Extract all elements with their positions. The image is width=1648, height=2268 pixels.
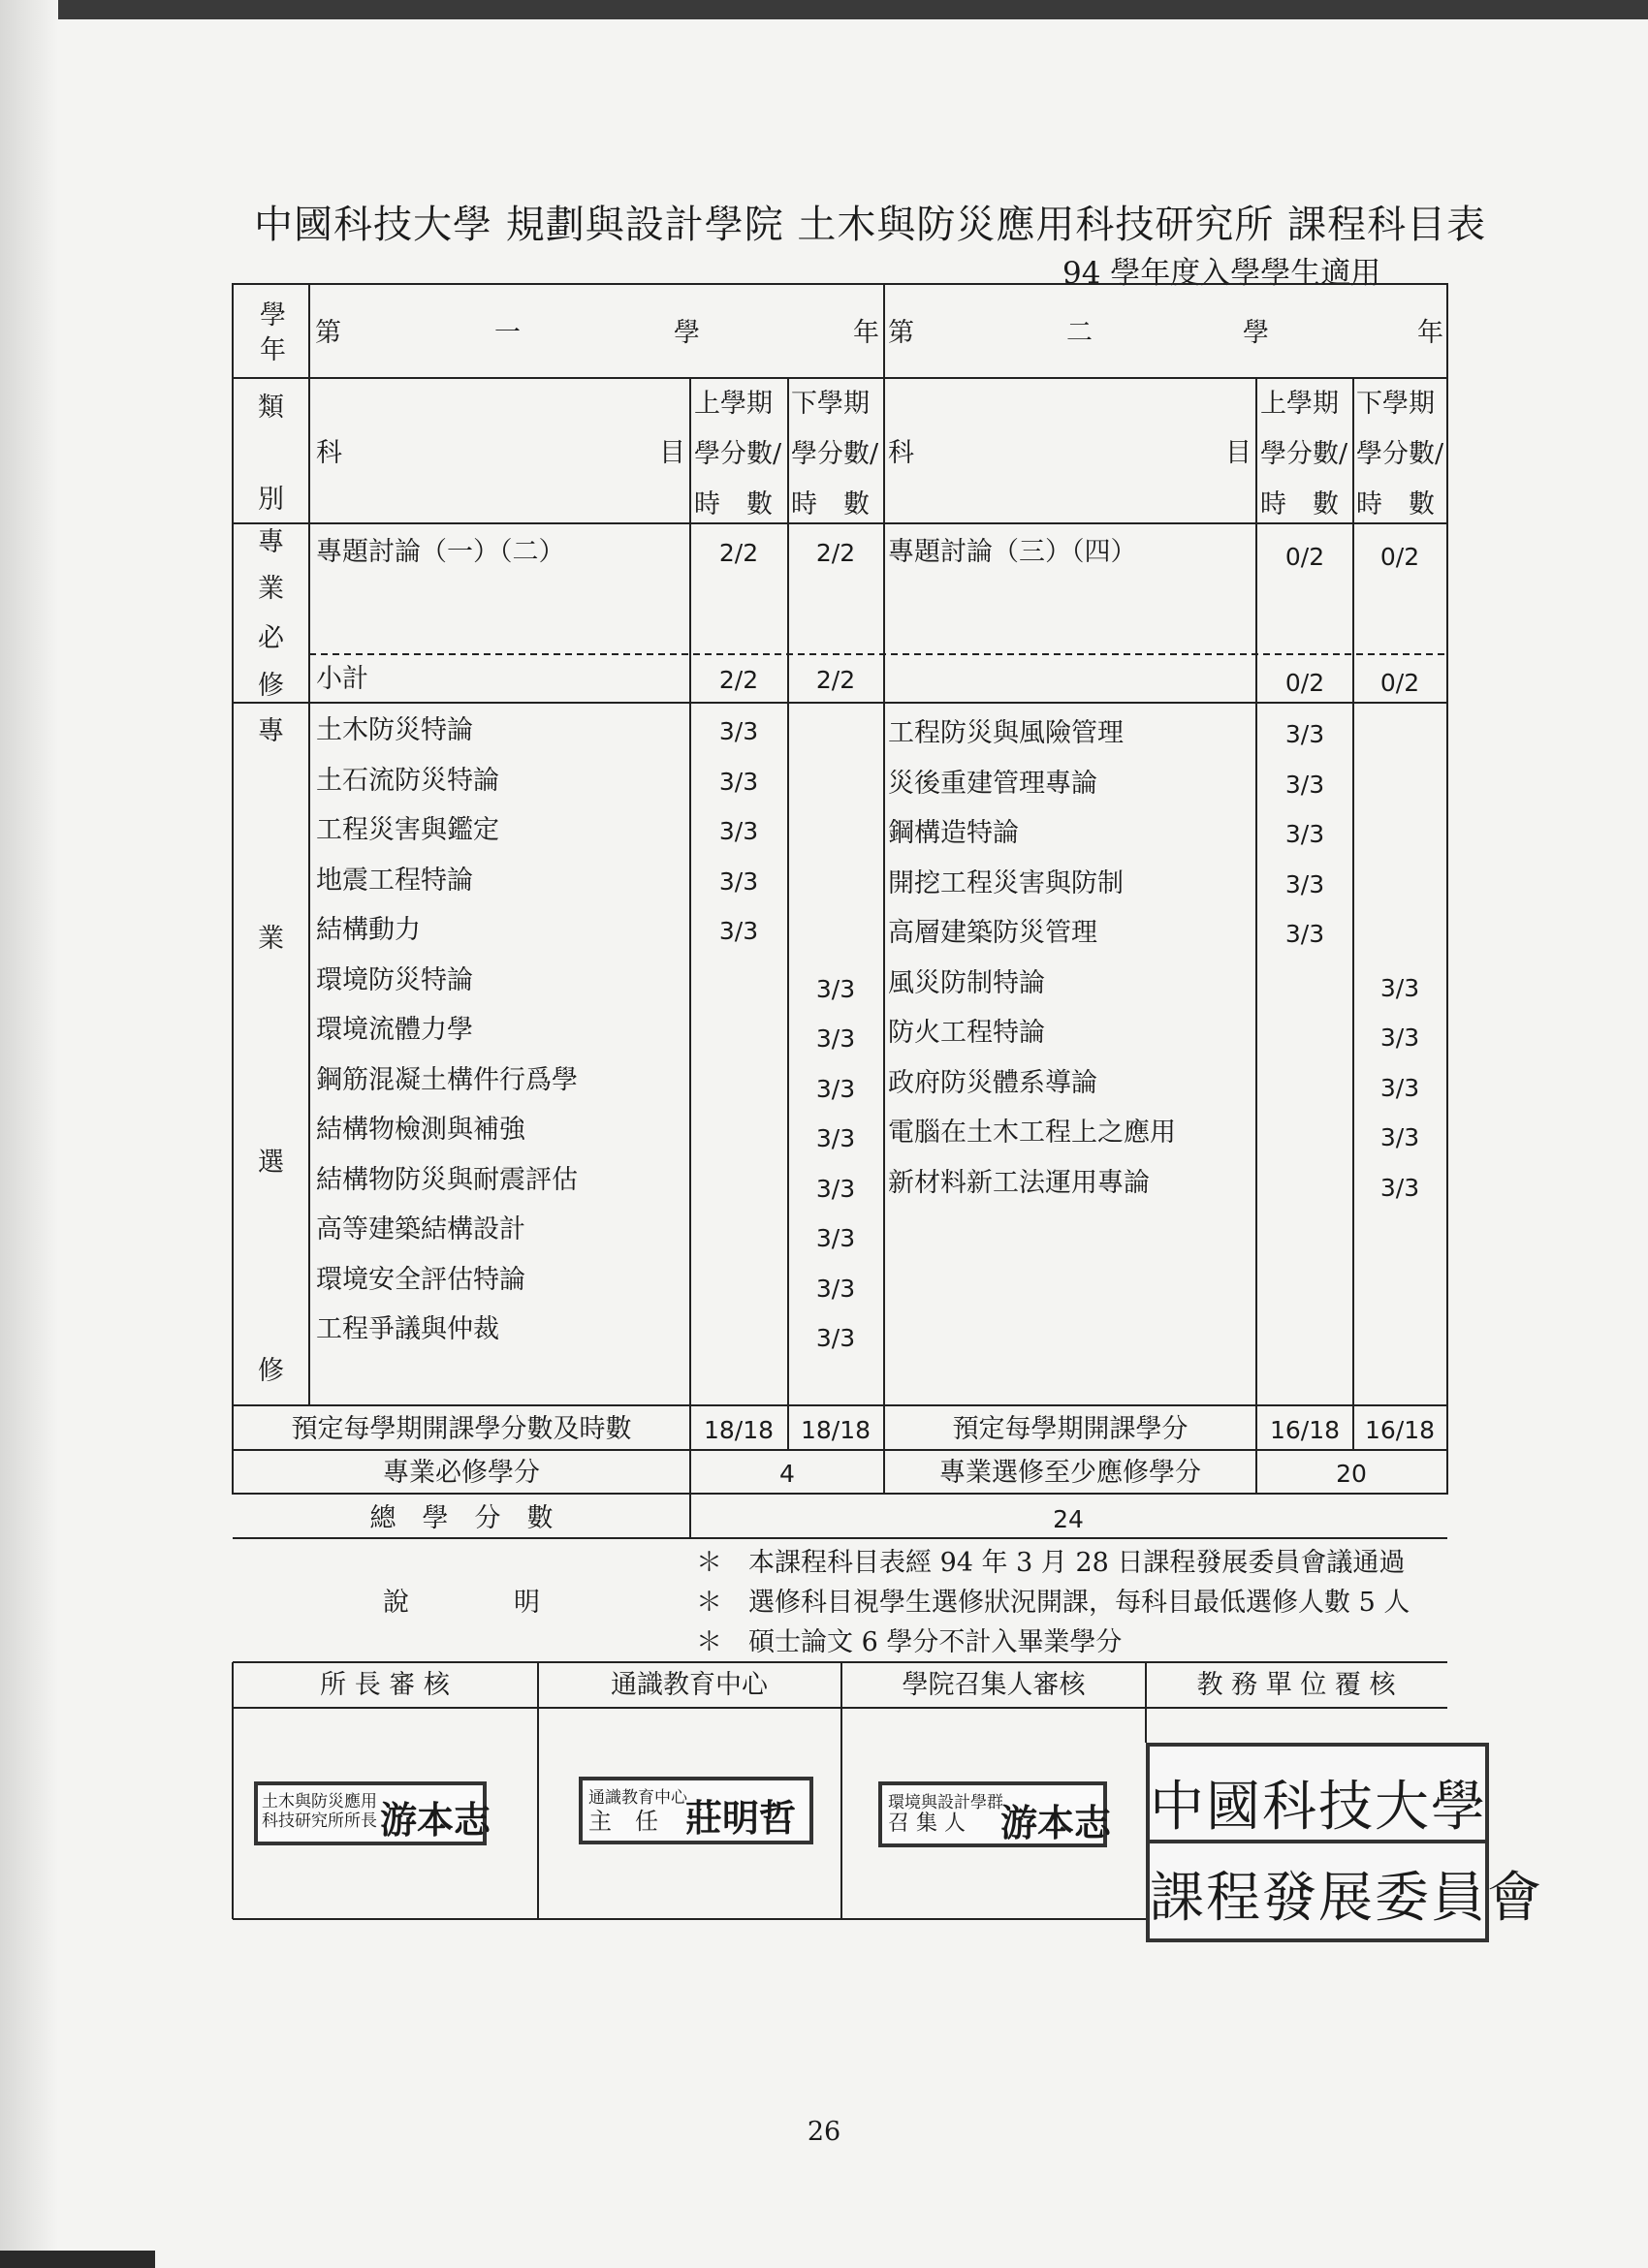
elective-y2-name: 風災防制特論 <box>888 967 1045 998</box>
elective-y1-name: 環境安全評估特論 <box>316 1264 525 1295</box>
elective-y1-name: 結構物檢測與補強 <box>316 1115 525 1145</box>
subject-label-y2-a: 科 <box>888 438 914 468</box>
required-cat-1: 專 <box>258 527 284 557</box>
required-cat-3: 必 <box>258 623 284 653</box>
year1-label-xue: 學 <box>674 318 700 348</box>
sig-header-academic: 教 務 單 位 覆 核 <box>1196 1670 1396 1700</box>
elective-y1-upper: 3/3 <box>718 767 759 796</box>
y1-lower-h3: 時 數 <box>791 489 870 520</box>
y2-lower-h3: 時 數 <box>1356 489 1435 520</box>
elective-y2-lower: 3/3 <box>1379 1123 1420 1151</box>
elective-y1-name: 土木防災特論 <box>316 715 473 745</box>
required-y1-name: 專題討論（一）（二） <box>316 537 565 567</box>
category-label-2: 別 <box>258 485 284 515</box>
total-credits-label: 總 學 分 數 <box>369 1503 554 1533</box>
elective-y1-lower: 3/3 <box>815 1124 856 1152</box>
y2-upper-h1: 上學期 <box>1260 389 1339 419</box>
page-title: 中國科技大學 規劃與設計學院 土木與防災應用科技研究所 課程科目表 <box>254 203 1487 247</box>
year-label: 學 年 <box>260 300 286 365</box>
elective-y2-name: 高層建築防災管理 <box>888 918 1097 948</box>
required-credits-value: 4 <box>779 1460 795 1488</box>
planned-y1-label: 預定每學期開課學分數及時數 <box>291 1414 632 1444</box>
required-y2-lower: 0/2 <box>1379 543 1420 571</box>
subtotal-label: 小計 <box>316 664 368 694</box>
required-cat-4: 修 <box>258 671 284 701</box>
required-credits-label: 專業必修學分 <box>383 1458 540 1488</box>
elective-y1-upper: 3/3 <box>718 917 759 945</box>
sig-header-director: 所 長 審 核 <box>320 1670 450 1700</box>
y2-upper-h3: 時 數 <box>1260 489 1339 520</box>
year1-label-di: 第 <box>315 318 341 348</box>
elective-y1-lower: 3/3 <box>815 1174 856 1203</box>
elective-y2-name: 工程防災與風險管理 <box>888 718 1124 748</box>
required-y2-name: 專題討論（三）（四） <box>888 537 1137 567</box>
elective-y1-name: 鋼筋混凝土構件行爲學 <box>316 1064 578 1095</box>
subtotal-y1-upper: 2/2 <box>718 666 759 694</box>
note-3: ＊ 碩士論文 6 學分不計入畢業學分 <box>696 1627 1123 1657</box>
elective-y1-name: 結構物防災與耐震評估 <box>316 1164 578 1195</box>
year1-label-num: 一 <box>494 318 521 348</box>
required-cat-2: 業 <box>258 574 284 604</box>
note-2: ＊ 選修科目視學生選修狀況開課，每科目最低選修人數 5 人 <box>696 1588 1410 1618</box>
college-stamp: 環境與設計學群 召 集 人 游本志 <box>878 1781 1107 1847</box>
subtotal-y2-lower: 0/2 <box>1379 669 1420 697</box>
elective-y1-name: 環境流體力學 <box>316 1015 473 1045</box>
year2-label-xue: 學 <box>1243 318 1269 348</box>
elective-y2-upper: 3/3 <box>1284 720 1325 748</box>
director-stamp: 土木與防災應用 科技研究所所長 游本志 <box>254 1781 487 1845</box>
y1-upper-h2: 學分數/ <box>694 439 782 469</box>
subject-label-y1-b: 目 <box>659 438 685 468</box>
elective-y1-name: 工程災害與鑑定 <box>316 815 499 845</box>
elective-y1-lower: 3/3 <box>815 1324 856 1352</box>
year1-label-nian: 年 <box>853 318 879 348</box>
elective-y1-upper: 3/3 <box>718 866 759 896</box>
subject-label-y2-b: 目 <box>1225 438 1252 468</box>
elective-y2-lower: 3/3 <box>1379 1073 1420 1102</box>
elective-cat-3: 選 <box>258 1148 284 1178</box>
elective-y1-name: 高等建築結構設計 <box>316 1214 525 1244</box>
required-y2-upper: 0/2 <box>1284 543 1325 571</box>
elective-y1-name: 地震工程特論 <box>316 865 473 896</box>
elective-min-value: 20 <box>1336 1460 1367 1488</box>
y1-lower-h2: 學分數/ <box>791 439 879 469</box>
elective-y1-name: 結構動力 <box>316 915 421 945</box>
elective-cat-1: 專 <box>258 716 284 746</box>
elective-y2-lower: 3/3 <box>1379 1024 1420 1052</box>
y2-lower-h1: 下學期 <box>1356 389 1435 419</box>
page-number: 26 <box>807 2117 841 2147</box>
elective-y1-upper: 3/3 <box>718 817 759 845</box>
committee-seal: 中國科技大學 課程發展委員會 <box>1146 1743 1489 1942</box>
elective-y2-name: 鋼構造特論 <box>888 818 1019 848</box>
required-y1-lower: 2/2 <box>815 539 856 567</box>
note-1: ＊ 本課程科目表經 94 年 3 月 28 日課程發展委員會議通過 <box>696 1548 1406 1578</box>
elective-y1-lower: 3/3 <box>815 1074 856 1103</box>
subtotal-y1-lower: 2/2 <box>815 666 856 694</box>
elective-y1-lower: 3/3 <box>815 1024 856 1053</box>
elective-y2-name: 開挖工程災害與防制 <box>888 867 1124 898</box>
elective-y2-name: 新材料新工法運用專論 <box>888 1167 1150 1198</box>
y2-upper-h2: 學分數/ <box>1260 439 1348 469</box>
elective-y2-upper: 3/3 <box>1284 770 1325 799</box>
elective-y2-lower: 3/3 <box>1379 1173 1420 1202</box>
year2-label-nian: 年 <box>1417 318 1443 348</box>
page-subtitle: 94 學年度入學學生適用 <box>1062 256 1381 291</box>
elective-cat-4: 修 <box>258 1356 284 1386</box>
notes-label: 說 明 <box>383 1588 540 1618</box>
elective-y2-upper: 3/3 <box>1284 920 1325 948</box>
y2-lower-h2: 學分數/ <box>1356 439 1444 469</box>
elective-y2-name: 電腦在土木工程上之應用 <box>888 1118 1176 1148</box>
general-ed-stamp: 通識教育中心 主 任 莊明哲 <box>579 1777 813 1844</box>
elective-y2-name: 政府防災體系導論 <box>888 1067 1097 1098</box>
elective-min-label: 專業選修至少應修學分 <box>939 1458 1201 1488</box>
sig-header-college: 學院召集人審核 <box>902 1670 1086 1700</box>
elective-y2-upper: 3/3 <box>1284 820 1325 848</box>
subtotal-y2-upper: 0/2 <box>1284 669 1325 697</box>
elective-y2-lower: 3/3 <box>1379 973 1420 1002</box>
required-y1-upper: 2/2 <box>718 539 759 567</box>
elective-y1-name: 土石流防災特論 <box>316 765 499 796</box>
elective-y1-lower: 3/3 <box>815 1274 856 1303</box>
year2-label-num: 二 <box>1066 318 1093 348</box>
y1-upper-h1: 上學期 <box>694 389 773 419</box>
elective-y1-name: 環境防災特論 <box>316 964 473 995</box>
category-label-1: 類 <box>258 393 284 423</box>
elective-cat-2: 業 <box>258 924 284 954</box>
elective-y2-name: 災後重建管理專論 <box>888 768 1097 799</box>
planned-y1-lower: 18/18 <box>800 1416 872 1444</box>
year2-label-di: 第 <box>888 318 914 348</box>
planned-y2-label: 預定每學期開課學分 <box>952 1414 1188 1444</box>
elective-y2-upper: 3/3 <box>1284 869 1325 898</box>
total-credits-value: 24 <box>1053 1505 1084 1533</box>
sig-header-general-ed: 通識教育中心 <box>611 1670 768 1700</box>
elective-y1-lower: 3/3 <box>815 1224 856 1252</box>
elective-y1-lower: 3/3 <box>815 974 856 1003</box>
y1-lower-h1: 下學期 <box>791 389 870 419</box>
y1-upper-h3: 時 數 <box>694 489 773 520</box>
planned-y2-lower: 16/18 <box>1364 1416 1436 1444</box>
elective-y1-upper: 3/3 <box>718 717 759 745</box>
elective-y1-name: 工程爭議與仲裁 <box>316 1314 499 1344</box>
subject-label-y1-a: 科 <box>316 438 342 468</box>
planned-y1-upper: 18/18 <box>703 1416 775 1444</box>
planned-y2-upper: 16/18 <box>1269 1416 1341 1444</box>
elective-y2-name: 防火工程特論 <box>888 1018 1045 1048</box>
